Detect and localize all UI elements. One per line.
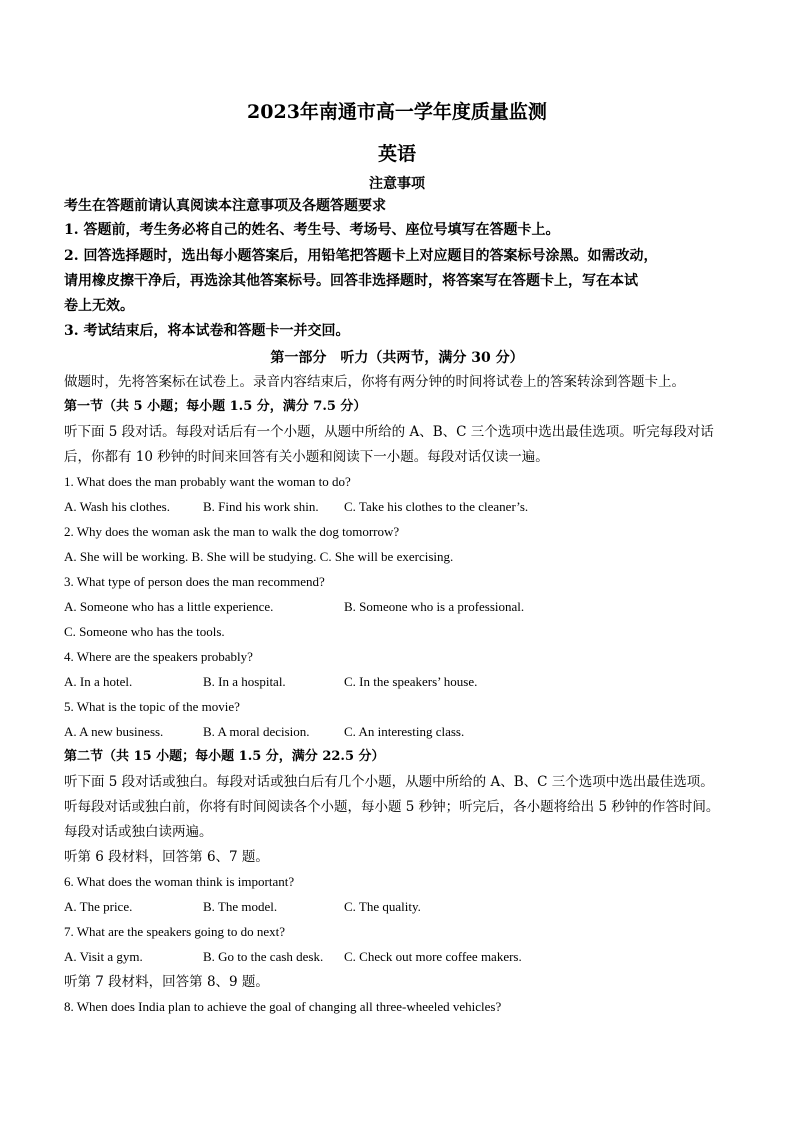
question-3-option-b: B. Someone who is a professional.: [344, 599, 525, 614]
question-2-options: A. She will be working. B. She will be studying. C. She will be exercising.: [64, 549, 454, 564]
notice-item-2-line-2: 请用橡皮擦干净后，再选涂其他答案标号。回答非选择题时，将答案写在答题卡上，写在本试: [64, 273, 638, 289]
section1-heading: 第一节（共 5 小题；每小题 1.5 分，满分 7.5 分）: [64, 399, 367, 414]
question-1-option-b: B. Find his work shin.: [203, 499, 319, 514]
question-7-option-c: C. Check out more coffee makers.: [344, 949, 522, 964]
notice-intro: 考生在答题前请认真阅读本注意事项及各题答题要求: [64, 198, 386, 214]
notice-item-2-line-1: 2. 回答选择题时，选出每小题答案后，用铅笔把答题卡上对应题目的答案标号涂黑。如需改动，: [64, 248, 658, 264]
notice-heading: 注意事项: [369, 176, 425, 192]
exam-title: 2023年南通市高一学年度质量监测: [247, 101, 547, 123]
question-4-option-a: A. In a hotel.: [64, 674, 133, 689]
question-6-option-b: B. The model.: [203, 899, 278, 914]
question-3: 3. What type of person does the man recommend?: [64, 574, 325, 589]
question-6: 6. What does the woman think is important?: [64, 874, 295, 889]
section1-instructions-line-1: 听下面 5 段对话。每段对话后有一个小题，从题中所给的 A、B、C 三个选项中选出最佳选项。听完每段对话: [64, 424, 714, 440]
section1-instructions-line-2: 后，你都有 10 秒钟的时间来回答有关小题和阅读下一小题。每段对话仅读一遍。: [64, 449, 549, 465]
notice-item-2-line-3: 卷上无效。: [64, 298, 134, 314]
question-6-option-a: A. The price.: [64, 899, 133, 914]
question-4-option-b: B. In a hospital.: [203, 674, 286, 689]
question-3-option-c: C. Someone who has the tools.: [64, 624, 225, 639]
question-1-option-a: A. Wash his clothes.: [64, 499, 170, 514]
material-6-heading: 听第 6 段材料，回答第 6、7 题。: [64, 849, 269, 865]
question-2: 2. Why does the woman ask the man to walk the dog tomorrow?: [64, 524, 400, 539]
question-5-option-a: A. A new business.: [64, 724, 164, 739]
question-5: 5. What is the topic of the movie?: [64, 699, 240, 714]
question-5-option-b: B. A moral decision.: [203, 724, 310, 739]
notice-item-1: 1. 答题前，考生务必将自己的姓名、考生号、考场号、座位号填写在答题卡上。: [64, 222, 560, 238]
question-4: 4. Where are the speakers probably?: [64, 649, 253, 664]
part1-heading: 第一部分 听力（共两节，满分 30 分）: [270, 350, 524, 366]
question-7-option-b: B. Go to the cash desk.: [203, 949, 324, 964]
section2-heading: 第二节（共 15 小题；每小题 1.5 分，满分 22.5 分）: [64, 749, 385, 764]
part1-instructions: 做题时，先将答案标在试卷上。录音内容结束后，你将有两分钟的时间将试卷上的答案转涂到答题卡上。: [64, 374, 685, 390]
question-1: 1. What does the man probably want the woman to do?: [64, 474, 351, 489]
question-8: 8. When does India plan to achieve the goal of changing all three-wheeled vehicles?: [64, 999, 502, 1014]
subject-title: 英语: [377, 143, 416, 165]
material-7-heading: 听第 7 段材料，回答第 8、9 题。: [64, 974, 269, 990]
section2-instructions-line-1: 听下面 5 段对话或独白。每段对话或独白后有几个小题，从题中所给的 A、B、C 三个选项中选出最佳选项。: [64, 774, 714, 790]
question-3-option-a: A. Someone who has a little experience.: [64, 599, 274, 614]
question-1-option-c: C. Take his clothes to the cleaner’s.: [344, 499, 529, 514]
question-5-option-c: C. An interesting class.: [344, 724, 465, 739]
notice-item-3: 3. 考试结束后，将本试卷和答题卡一并交回。: [64, 323, 350, 339]
question-7: 7. What are the speakers going to do next?: [64, 924, 286, 939]
question-4-option-c: C. In the speakers’ house.: [344, 674, 478, 689]
question-6-option-c: C. The quality.: [344, 899, 421, 914]
section2-instructions-line-3: 每段对话或独白读两遍。: [64, 824, 213, 840]
section2-instructions-line-2: 听每段对话或独白前，你将有时间阅读各个小题，每小题 5 秒钟；听完后，各小题将给出 5 秒钟的作答时间。: [64, 799, 720, 815]
question-7-option-a: A. Visit a gym.: [64, 949, 143, 964]
